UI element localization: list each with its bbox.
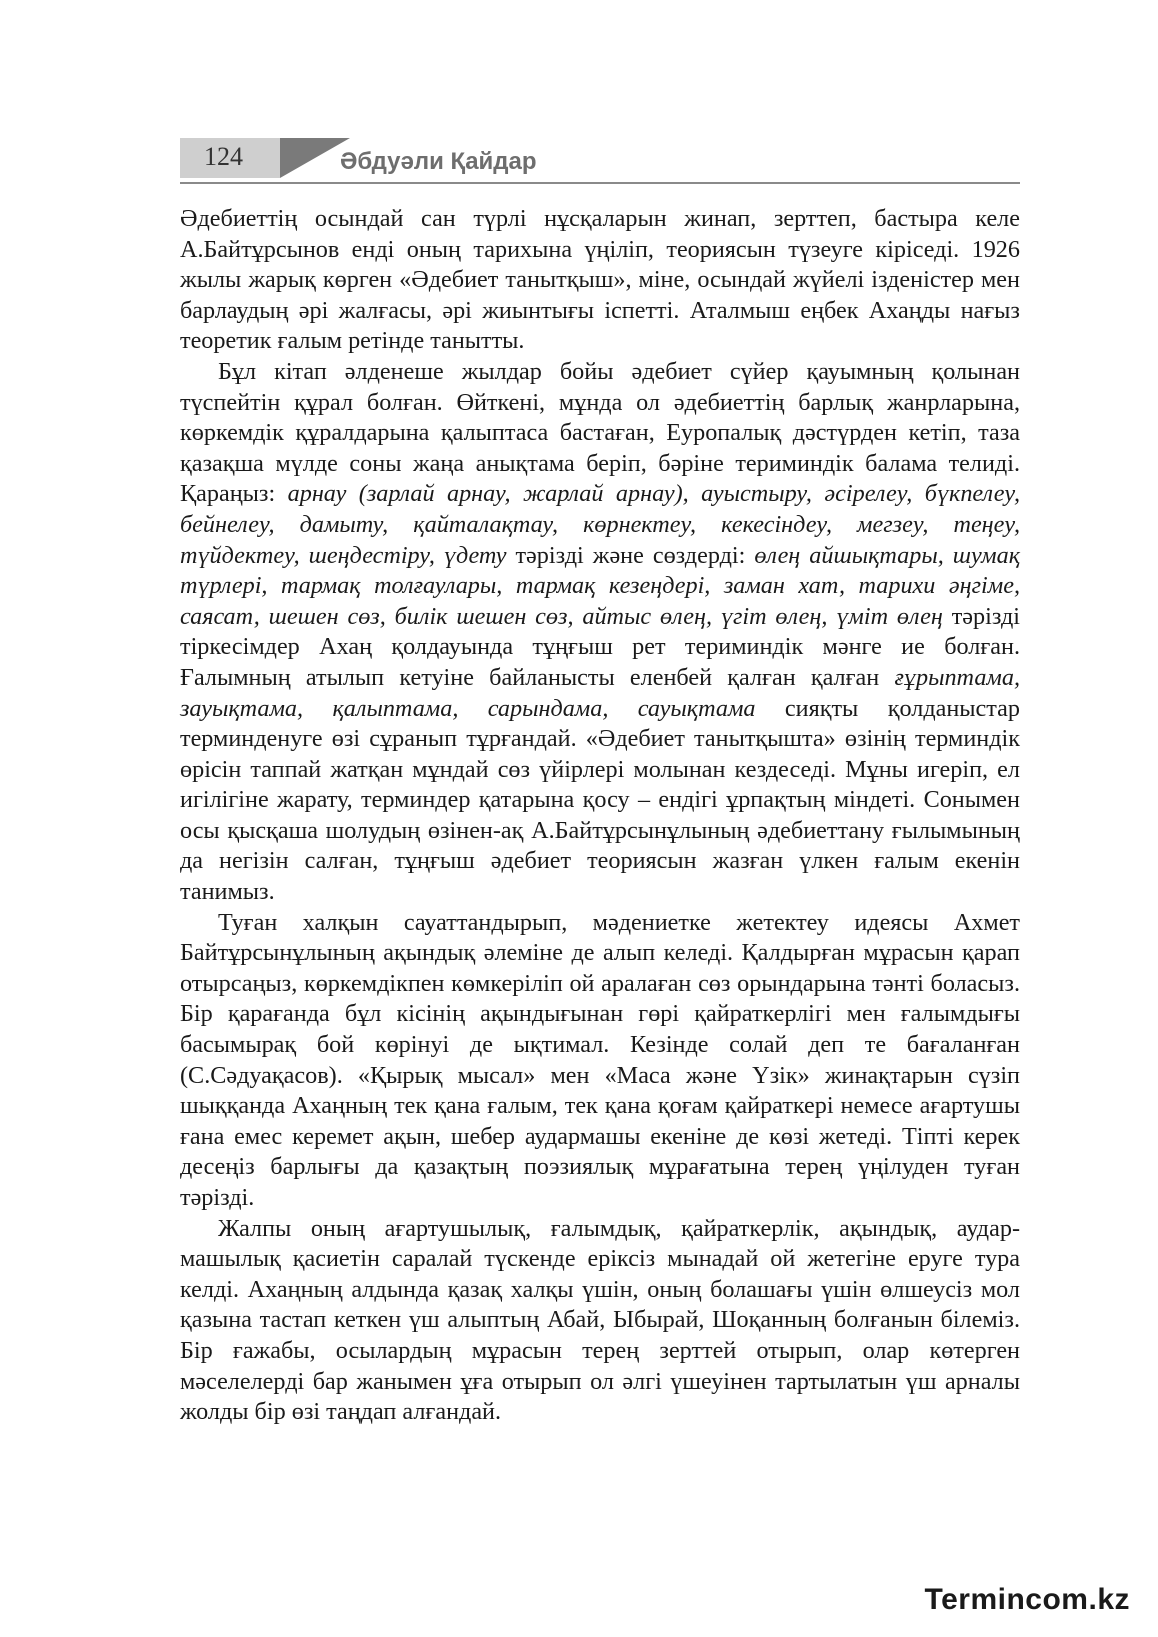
site-watermark: Termincom.kz <box>924 1583 1130 1616</box>
page-number-tab <box>180 138 280 178</box>
italic-term-run: өлең айшықтары, шумақ түрлері, тармақ толғаулары, тармақ кезеңдері, заман хат, тарихи әңгіме, саясат, шешен сөз, билік шешен сөз, айтыс өлең, үгіт өлең, үміт өлең <box>180 541 1021 630</box>
running-title: Әбдуәли Қайдар <box>340 148 537 175</box>
paragraph <box>180 204 1020 357</box>
body-text <box>180 204 1020 1428</box>
page-number: 124 <box>204 142 243 171</box>
text-run: Жалпы оның ағартушылық, ғалымдық, қайраткерлік, ақындық, аудармашылық қасиетін саралай түскенде еріксіз мынадай ой жетегіне еруге тура келді. Ахаңның алдында қазақ халқы үшін, оның болашағы үшін өлшеусіз мол қазына тастап кеткен үш алыптың Абай, Ыбырай, Шоқанның болғанын білеміз. Бір ғажабы, осылардың мұрасын терең зерттей отырып, олар көтерген мәселелерді бар жанымен ұға отырып ол әлгі үшеуінен тартылатын үш арналы жолды бір өзі таңдап алғандай. <box>180 1214 1020 1426</box>
paragraph <box>180 1214 1020 1428</box>
page-header <box>180 138 1020 186</box>
paragraph <box>180 908 1020 1214</box>
italic-term-run: ғұрыптама, зауықтама, қалыптама, сарындама, сауықтама <box>180 663 1020 722</box>
header-rule <box>180 182 1020 184</box>
text-run: Әдебиеттің осындай сан түрлі нұсқаларын жинап, зерттеп, бастыра келе А.Байтұрсынов енді оның тарихына үңіліп, теориясын түзеуге кіріседі. 1926 жылы жарық көрген «Әдебиет танытқыш», міне, осындай жүйелі ізденістер мен барлаудың әрі жалғасы, әрі жиынтығы іспетті. Аталмыш еңбек Ахаңды нағыз теоретик ғалым ретінде танытты. <box>180 205 1020 355</box>
paragraph <box>180 357 1020 908</box>
text-run: Бұл кітап әлденеше жылдар бойы әдебиет сүйер қауымның қолынан түспейтін құрал болған. Өйткені, мұнда ол әдебиеттің барлық жанрларына, көркемдік құралдарына қалыптаса бастаған, Еуропалық дәстүрден кетіп, таза қазақша мүлде соны жаңа анықтама беріп, бәріне териминдік балама телиді. Қараңыз: <box>180 357 1020 508</box>
italic-term-run: арнау (зарлай арнау, жарлай арнау), ауыстыру, әсірелеу, бүкпелеу, бейнелеу, дамыту, қайталақтау, көрнектеу, кекесіндеу, мегзеу, теңеу, түйдектеу, шеңдестіру, үдету <box>180 480 1021 569</box>
text-run: тәрізді және сөздерді: <box>506 541 755 569</box>
text-run: сияқты қолданыстар терминденуге өзі сұранып тұрғандай. «Әдебиет танытқышта» өзінің терминдік өрісін таппай жатқан мұндай сөз үйірлері молынан кездеседі. Мұны игеріп, ел игілігіне жарату, терминдер қатарына қосу – ендігі ұрпақтың міндеті. Сонымен осы қысқаша шолудың өзінен-ақ А.Байтұрсынұлының әдебиеттану ғылымының да негізін салған, тұңғыш әдебиет теориясын жазған үлкен ғалым екенін танимыз. <box>180 694 1020 906</box>
text-run: Туған халқын сауаттандырып, мәдениетке жетектеу идеясы Ахмет Байтұрсынұлының ақындық әлеміне де алып келеді. Қалдырған мұрасын қарап отырсаңыз, көркемдікпен көмкеріліп ой аралаған сөз орындарына тәнті боласыз. Бір қарағанда бұл кісінің ақындығынан гөрі қайраткерлігі мен ғалымдығы басымырақ бой көрінуі де ықтимал. Кезінде солай деп те бағаланған (С.Сәдуақасов). «Қырық мысал» мен «Маса және Үзік» жинақтарын сүзіп шыққанда Ахаңның тек қана ғалым, тек қана қоғам қайраткері немесе ағартушы ғана емес керемет ақын, шебер аудармашы екеніне де көзі жетеді. Тіпті керек десеңіз барлығы да қазақтың поэзиялық мұрағатына терең үңілуден туған тәрізді. <box>180 908 1020 1211</box>
text-run: тәрізді тіркесімдер Ахаң қолдауында тұңғыш рет териминдік мәнге ие болған. Ғалымның атылып кетуіне байланысты еленбей қалған қалған <box>180 602 1020 691</box>
